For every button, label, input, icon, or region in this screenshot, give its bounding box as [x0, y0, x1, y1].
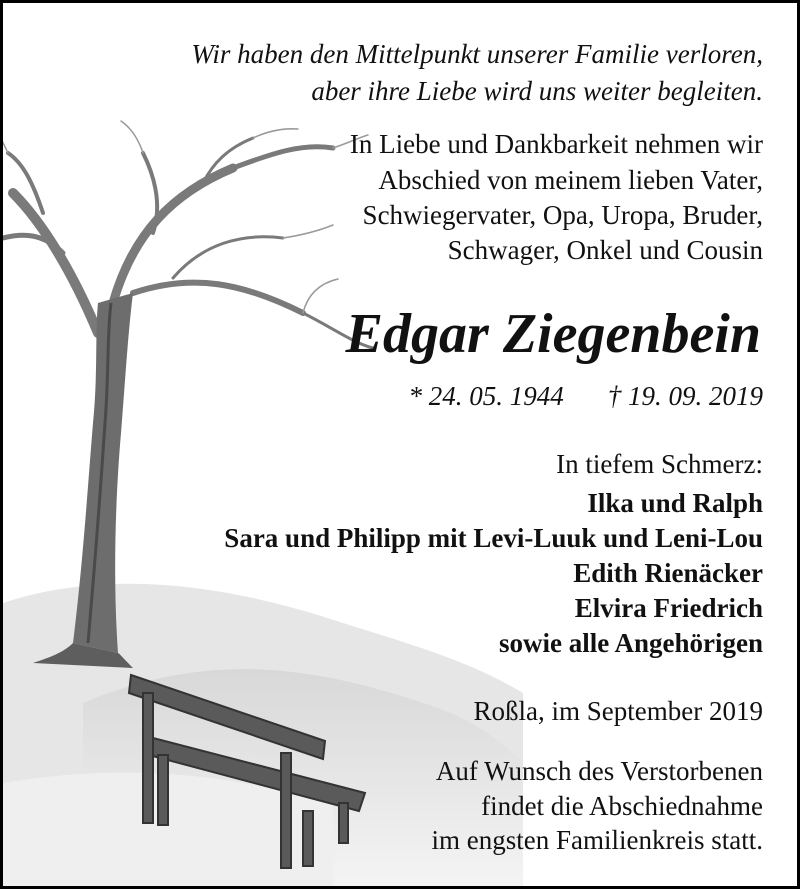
motto-line: aber ihre Liebe wird uns weiter begleiten.: [311, 76, 763, 106]
wish-line: im engsten Familienkreis statt.: [431, 825, 763, 855]
life-dates: [409, 383, 764, 410]
intro-line: In Liebe und Dankbarkeit nehmen wir: [349, 129, 763, 159]
notice-text: [3, 3, 797, 886]
wish-line: Auf Wunsch des Verstorbenen: [435, 756, 763, 786]
wish-line: findet die Abschiednahme: [481, 791, 763, 821]
mourner-line: sowie alle Angehörigen: [499, 628, 763, 658]
deceased-name: Edgar Ziegenbein: [345, 303, 761, 365]
motto-line: Wir haben den Mittelpunkt unserer Familie verloren,: [191, 39, 763, 69]
intro-line: Abschied von meinem lieben Vater,: [378, 165, 763, 195]
mourner-line: Ilka und Ralph: [587, 488, 763, 518]
mourner-line: Elvira Friedrich: [574, 593, 763, 623]
mourners-heading: In tiefem Schmerz:: [556, 449, 763, 479]
intro-line: Schwager, Onkel und Cousin: [447, 235, 763, 265]
birth-date: * 24. 05. 1944: [408, 381, 564, 411]
place-date: Roßla, im September 2019: [473, 696, 763, 726]
intro-line: Schwiegervater, Opa, Uropa, Bruder,: [362, 200, 763, 230]
mourner-line: Edith Rienäcker: [573, 558, 763, 588]
death-date: † 19. 09. 2019: [607, 381, 763, 411]
mourner-line: Sara und Philipp mit Levi-Luuk und Leni-Lou: [224, 523, 763, 553]
